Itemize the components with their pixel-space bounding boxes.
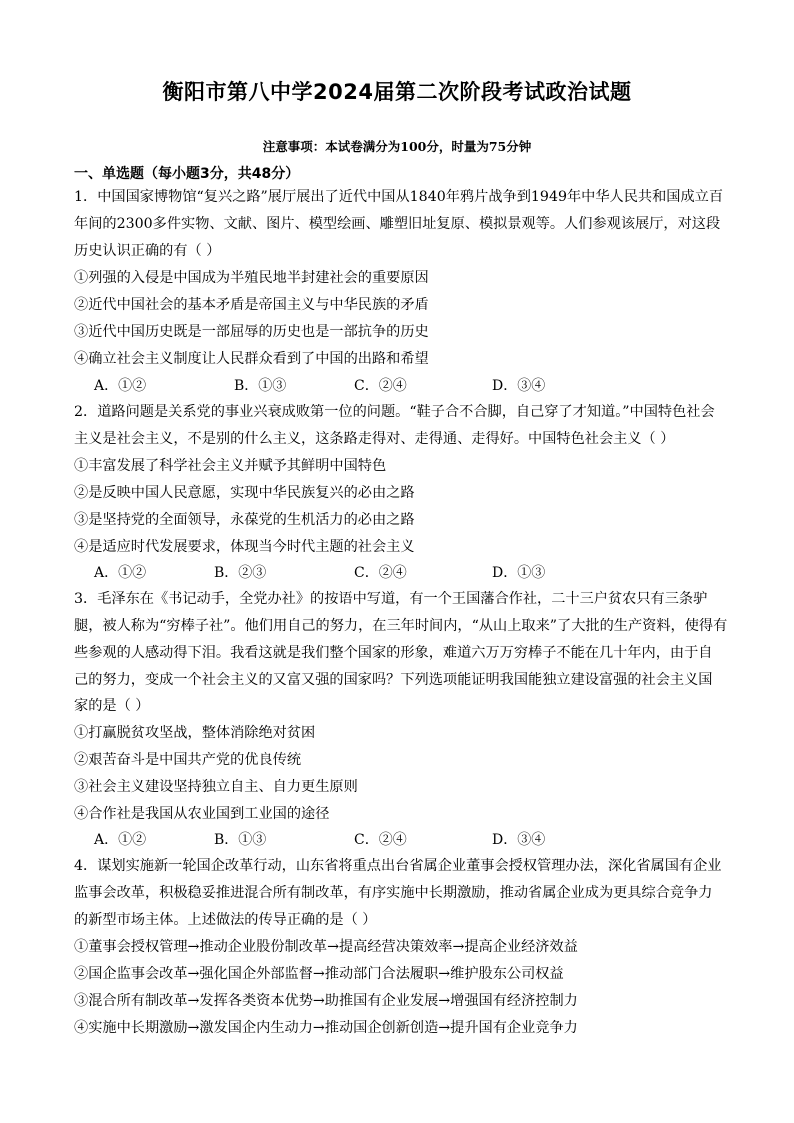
question-3-stem: 3．毛泽东在《书记动手，全党办社》的按语中写道，有一个王国藩合作社，二十三户贫农只有三条驴 <box>74 591 708 607</box>
option-b[interactable]: B．②③ <box>214 565 267 581</box>
question-3-stem: 些参观的人感动得下泪。我看这就是我们整个国家的形象，难道六万万穷棒子不能在几十年内，由于自 <box>74 645 713 661</box>
option-c[interactable]: C．②④ <box>354 378 407 394</box>
question-4-item: ③混合所有制改革→发挥各类资本优势→助推国有企业发展→增强国有经济控制力 <box>74 993 578 1009</box>
question-4-item: ①董事会授权管理→推动企业股份制改革→提高经营决策效率→提高企业经济效益 <box>74 939 578 955</box>
question-2-item: ①丰富发展了科学社会主义并赋予其鲜明中国特色 <box>74 458 387 474</box>
question-2-stem: 主义是社会主义，不是别的什么主义，这条路走得对、走得通、走得好。中国特色社会主义（ ） <box>74 431 675 447</box>
question-3-item: ③社会主义建设坚持独立自主、自力更生原则 <box>74 779 358 795</box>
question-1-stem: 年间的2300多件实物、文献、图片、模型绘画、雕塑旧址复原、模拟景观等。人们参观该展厅，对这段 <box>74 216 721 232</box>
option-a[interactable]: A．①② <box>94 565 147 581</box>
page-title: 衡阳市第八中学2024届第二次阶段考试政治试题 <box>162 80 632 104</box>
question-1-item: ①列强的入侵是中国成为半殖民地半封建社会的重要原因 <box>74 270 429 286</box>
question-1-stem: 历史认识正确的有（ ） <box>74 243 221 259</box>
question-1-item: ④确立社会主义制度让人民群众看到了中国的出路和希望 <box>74 351 429 367</box>
option-a[interactable]: A．①② <box>94 378 147 394</box>
option-d[interactable]: D．①③ <box>492 565 546 581</box>
question-3-item: ④合作社是我国从农业国到工业国的途径 <box>74 806 330 822</box>
section-heading: 一、单选题（每小题3分，共48分） <box>74 166 300 182</box>
option-d[interactable]: D．③④ <box>492 378 546 394</box>
question-3-stem: 家的是（ ） <box>74 698 150 714</box>
notice-text: 注意事项：本试卷满分为100分，时量为75分钟 <box>262 139 532 154</box>
question-4-stem: 监事会改革，积极稳妥推进混合所有制改革，有序实施中长期激励，推动省属企业成为更具综合竞争力 <box>74 885 713 901</box>
question-4-item: ②国企监事会改革→强化国企外部监督→推动部门合法履职→维护股东公司权益 <box>74 966 564 982</box>
question-1-stem: 1．中国国家博物馆“复兴之路”展厅展出了近代中国从1840年鸦片战争到1949年中华人民共和国成立百 <box>74 189 724 205</box>
option-d[interactable]: D．③④ <box>492 832 546 848</box>
question-2-item: ③是坚持党的全面领导，永葆党的生机活力的必由之路 <box>74 512 415 528</box>
option-c[interactable]: C．②④ <box>354 565 407 581</box>
question-2-item: ④是适应时代发展要求，体现当今时代主题的社会主义 <box>74 539 415 555</box>
question-4-item: ④实施中长期激励→激发国企内生动力→推动国企创新创造→提升国有企业竞争力 <box>74 1020 578 1036</box>
question-3-item: ②艰苦奋斗是中国共产党的优良传统 <box>74 752 302 768</box>
question-1-item: ②近代中国社会的基本矛盾是帝国主义与中华民族的矛盾 <box>74 297 429 313</box>
question-2-item: ②是反映中国人民意愿，实现中华民族复兴的必由之路 <box>74 485 415 501</box>
option-b[interactable]: B．①③ <box>214 832 267 848</box>
question-4-stem: 的新型市场主体。上述做法的传导正确的是（ ） <box>74 912 377 928</box>
option-c[interactable]: C．②④ <box>354 832 407 848</box>
question-3-stem: 己的努力，变成一个社会主义的又富又强的国家吗？下列选项能证明我国能独立建设富强的社会主义国 <box>74 672 713 688</box>
question-3-item: ①打赢脱贫攻坚战，整体消除绝对贫困 <box>74 725 316 741</box>
question-1-item: ③近代中国历史既是一部屈辱的历史也是一部抗争的历史 <box>74 324 429 340</box>
option-b[interactable]: B．①③ <box>234 378 287 394</box>
question-4-stem: 4．谋划实施新一轮国企改革行动，山东省将重点出台省属企业董事会授权管理办法，深化省属国有企业 <box>74 858 722 874</box>
question-3-stem: 腿，被人称为“穷棒子社”。他们用自己的努力，在三年时间内，“从山上取来”了大批的生产资料，使得有 <box>74 618 728 634</box>
option-a[interactable]: A．①② <box>94 832 147 848</box>
question-2-stem: 2．道路问题是关系党的事业兴衰成败第一位的问题。“鞋子合不合脚，自己穿了才知道。”中国特色社会 <box>74 404 715 420</box>
